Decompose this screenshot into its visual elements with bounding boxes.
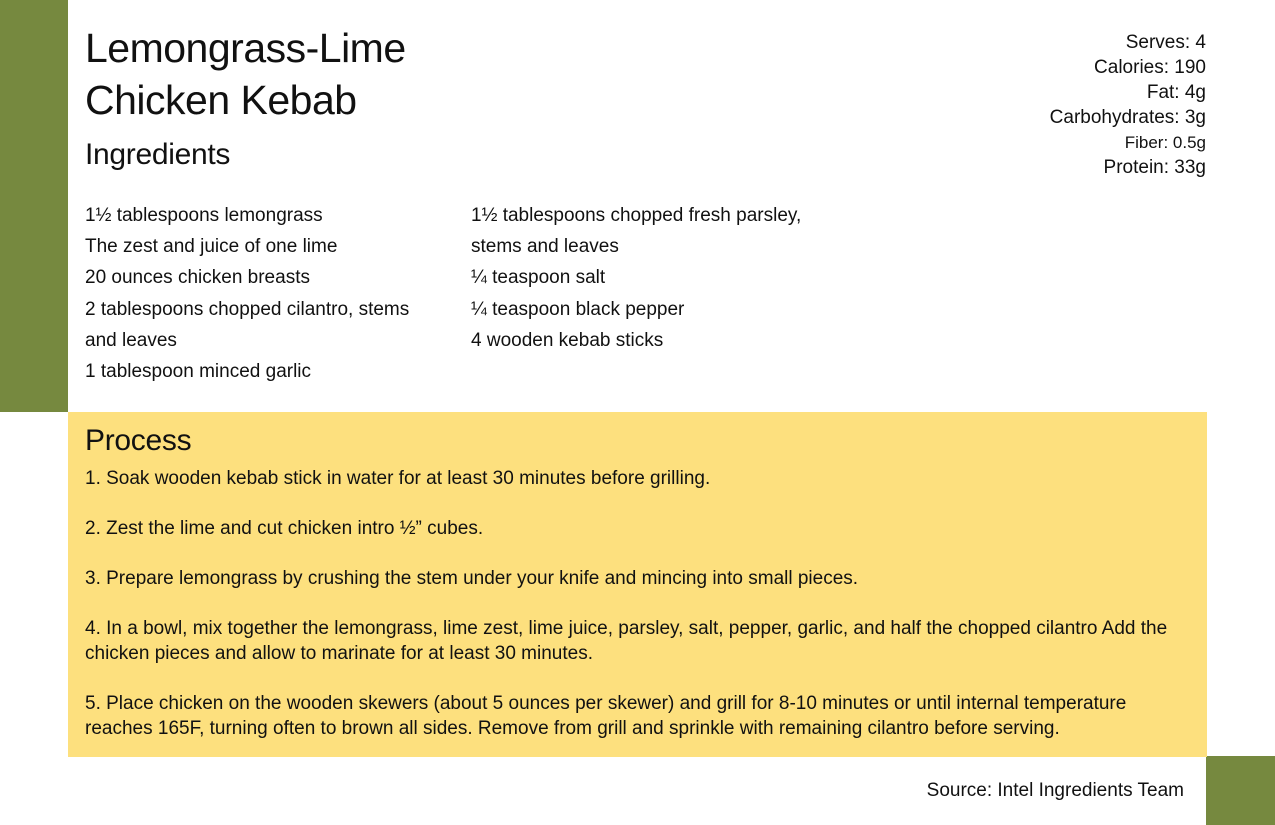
ingredients-list-left <box>85 200 435 387</box>
process-step: 2. Zest the lime and cut chicken intro ½” cubes. <box>85 518 484 539</box>
process-step: 5. Place chicken on the wooden skewers (about 5 ounces per skewer) and grill for 8-10 minutes or until internal temperature reaches 165F, turning often to brown all sides. Remove from grill and sprinkle with remaining cilantro before serving. <box>85 693 1127 739</box>
process-panel <box>68 412 1207 757</box>
ingredient-item: ¼ teaspoon salt <box>471 267 606 289</box>
fat-value: Fat: 4g <box>1146 82 1206 103</box>
decorative-green-bar <box>0 0 68 412</box>
ingredient-item: The zest and juice of one lime <box>85 236 338 258</box>
ingredients-heading: Ingredients <box>85 138 231 171</box>
serves-value: Serves: 4 <box>1125 32 1206 53</box>
process-heading: Process <box>85 424 192 457</box>
nutrition-facts <box>1050 30 1206 180</box>
ingredient-item: 1½ tablespoons chopped fresh parsley, stems and leaves <box>471 205 802 258</box>
carbohydrates-value: Carbohydrates: 3g <box>1049 107 1206 128</box>
process-step: 1. Soak wooden kebab stick in water for at least 30 minutes before grilling. <box>85 468 711 489</box>
ingredient-item: ¼ teaspoon black pepper <box>471 298 685 320</box>
process-steps <box>85 466 1190 741</box>
calories-value: Calories: 190 <box>1094 57 1206 78</box>
recipe-title: Lemongrass-Lime Chicken Kebab <box>85 25 406 123</box>
process-step: 4. In a bowl, mix together the lemongrass, lime zest, lime juice, parsley, salt, pepper, garlic, and half the chopped cilantro Add the chicken pieces and allow to marinate for at least 30 minutes. <box>85 618 1168 664</box>
ingredient-item: 4 wooden kebab sticks <box>471 329 664 351</box>
process-step: 3. Prepare lemongrass by crushing the stem under your knife and mincing into small pieces. <box>85 568 859 589</box>
ingredient-item: 1½ tablespoons lemongrass <box>85 205 323 226</box>
ingredients-list-right <box>471 200 821 356</box>
protein-value: Protein: 33g <box>1103 157 1206 178</box>
ingredient-item: 20 ounces chicken breasts <box>85 267 310 289</box>
ingredient-item: 2 tablespoons chopped cilantro, stems and leaves <box>85 298 410 351</box>
source-credit: Source: Intel Ingredients Team <box>926 780 1184 801</box>
decorative-green-corner-block <box>1206 756 1275 825</box>
fiber-value: Fiber: 0.5g <box>1124 133 1206 152</box>
ingredient-item: 1 tablespoon minced garlic <box>85 361 312 383</box>
